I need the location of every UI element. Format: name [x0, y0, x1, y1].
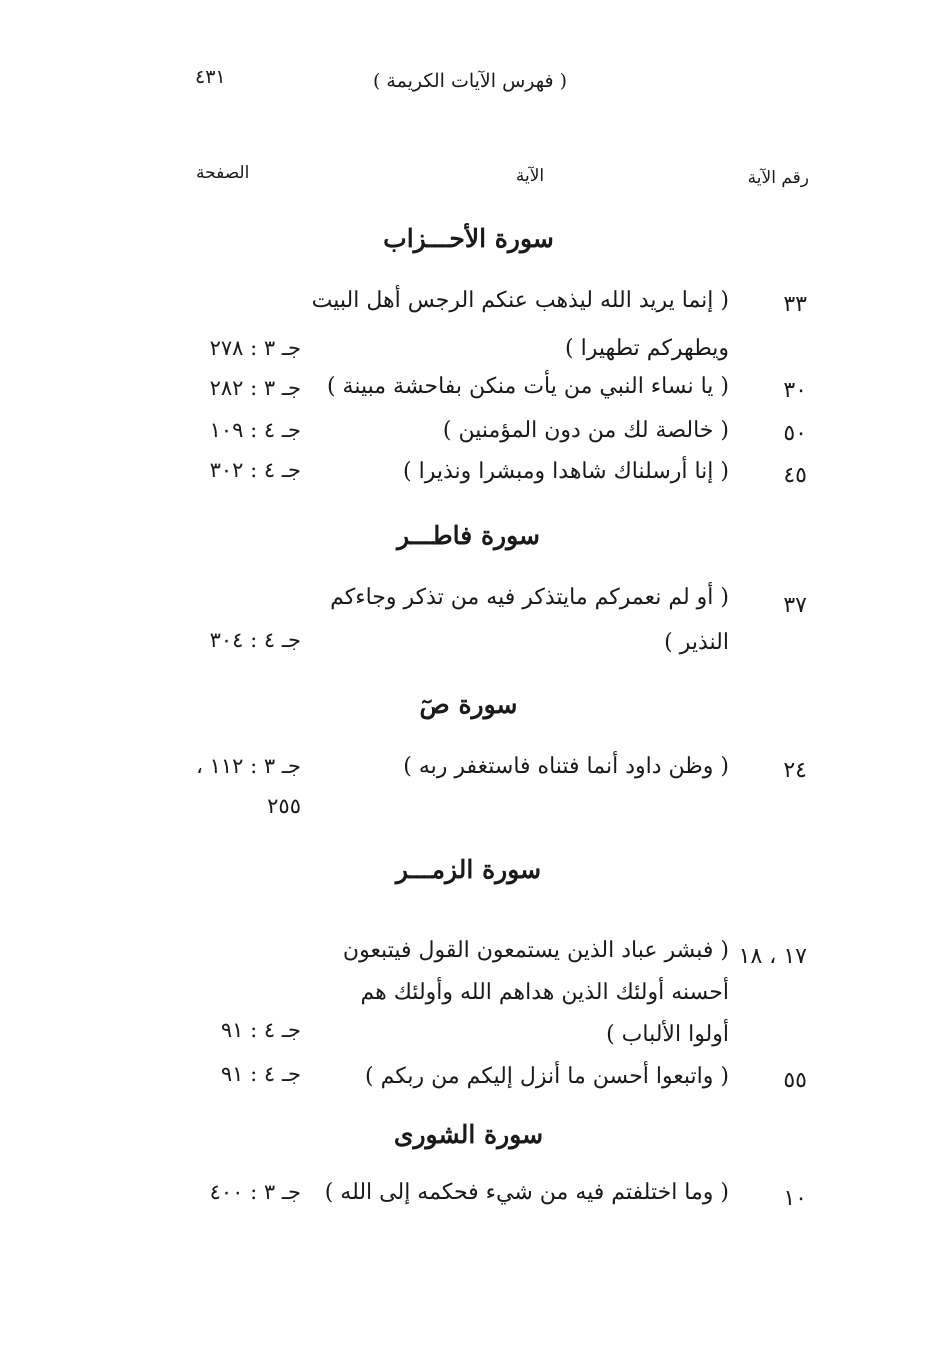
verse-number: ١٧ ، ١٨ — [738, 944, 807, 969]
page-reference: جـ ٣ : ١١٢ ، — [196, 754, 301, 778]
column-header-verse-number: رقم الآية — [747, 168, 809, 188]
verse-number: ٣٣ — [783, 292, 807, 317]
verse-text: ( إنما يريد الله ليذهب عنكم الرجس أهل البيت — [311, 288, 729, 313]
surah-heading: سورة الزمـــر — [395, 855, 542, 884]
page-reference: جـ ٤ : ٩١ — [220, 1018, 301, 1042]
column-header-page: الصفحة — [196, 163, 250, 183]
page-reference-continued: ٢٥٥ — [267, 794, 301, 818]
verse-text: ( إنا أرسلناك شاهدا ومبشرا ونذيرا ) — [403, 459, 729, 484]
verse-text: ( وظن داود أنما فتناه فاستغفر ربه ) — [403, 754, 729, 779]
verse-number: ٥٥ — [783, 1068, 807, 1093]
page-reference: جـ ٣ : ٢٧٨ — [209, 336, 301, 360]
page-number: ٤٣١ — [195, 66, 226, 88]
page-reference: جـ ٣ : ٤٠٠ — [209, 1180, 301, 1204]
verse-number: ٤٥ — [783, 463, 807, 488]
verse-number: ٣٠ — [783, 378, 807, 403]
column-header-verse: الآية — [515, 166, 545, 186]
surah-heading: سورة فاطـــر — [397, 521, 540, 550]
verse-text: ( وما اختلفتم فيه من شيء فحكمه إلى الله ) — [324, 1180, 729, 1205]
verse-text: النذير ) — [664, 630, 729, 655]
surah-heading: سورة الشورى — [393, 1120, 544, 1149]
verse-number: ١٠ — [783, 1186, 807, 1211]
verse-text: ( خالصة لك من دون المؤمنين ) — [442, 418, 729, 443]
verse-text: أحسنه أولئك الذين هداهم الله وأولئك هم — [360, 980, 729, 1005]
verse-text: ( واتبعوا أحسن ما أنزل إليكم من ربكم ) — [365, 1064, 729, 1089]
page-reference: جـ ٤ : ٣٠٢ — [209, 458, 301, 482]
verse-text: ( يا نساء النبي من يأت منكن بفاحشة مبينة ) — [326, 374, 729, 399]
page-reference: جـ ٤ : ٣٠٤ — [209, 628, 301, 652]
running-title: ( فهرس الآيات الكريمة ) — [372, 70, 568, 92]
verse-text: ( فبشر عباد الذين يستمعون القول فيتبعون — [342, 938, 729, 963]
verse-text: ويطهركم تطهيرا ) — [565, 336, 729, 361]
page-reference: جـ ٣ : ٢٨٢ — [209, 376, 301, 400]
page-reference: جـ ٤ : ٩١ — [220, 1062, 301, 1086]
surah-heading: سورة صٓ — [419, 690, 518, 719]
verse-text: أولوا الألباب ) — [606, 1022, 729, 1047]
verse-number: ٥٠ — [783, 421, 807, 446]
verse-text: ( أو لم نعمركم مايتذكر فيه من تذكر وجاءكم — [330, 585, 729, 610]
verse-number: ٣٧ — [783, 593, 807, 618]
surah-heading: سورة الأحـــزاب — [383, 224, 554, 253]
page-reference: جـ ٤ : ١٠٩ — [209, 418, 301, 442]
verse-number: ٢٤ — [783, 758, 807, 783]
